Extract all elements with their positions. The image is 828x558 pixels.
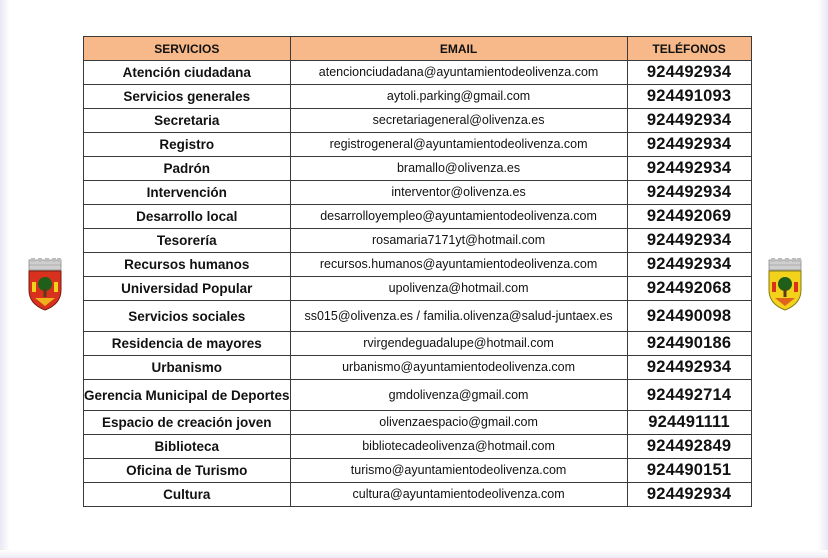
email-address: turismo@ayuntamientodeolivenza.com [290,459,627,483]
table-row [84,459,752,483]
phone-number: 924491111 [627,411,751,435]
phone-number: 924492069 [627,205,751,229]
email-address: rosamaria7171yt@hotmail.com [290,229,627,253]
phone-number: 924490186 [627,332,751,356]
email-address: cultura@ayuntamientodeolivenza.com [290,483,627,507]
phone-number: 924490151 [627,459,751,483]
email-address: atencionciudadana@ayuntamientodeolivenza.com [290,61,627,85]
table-row [84,332,752,356]
service-name: Tesorería [84,229,291,253]
service-name: Padrón [84,157,291,181]
phone-number: 924492934 [627,109,751,133]
table-row [84,356,752,380]
email-address: gmdolivenza@gmail.com [290,380,627,411]
service-name: Espacio de creación joven [84,411,291,435]
table-header-row [84,37,752,61]
table-row [84,301,752,332]
phone-number: 924492934 [627,253,751,277]
table-row [84,483,752,507]
column-header-email: EMAIL [290,37,627,61]
email-address: urbanismo@ayuntamientodeolivenza.com [290,356,627,380]
service-name: Urbanismo [84,356,291,380]
phone-number: 924492849 [627,435,751,459]
email-address: bibliotecadeolivenza@hotmail.com [290,435,627,459]
page-edge-right [818,0,828,558]
table-row [84,61,752,85]
phone-number: 924492934 [627,229,751,253]
table-row [84,109,752,133]
service-name: Cultura [84,483,291,507]
service-name: Recursos humanos [84,253,291,277]
contact-directory-table [83,36,752,507]
phone-number: 924492934 [627,356,751,380]
email-address: desarrolloyempleo@ayuntamientodeolivenza.com [290,205,627,229]
service-name: Universidad Popular [84,277,291,301]
table-row [84,277,752,301]
phone-number: 924492934 [627,157,751,181]
phone-number: 924492934 [627,181,751,205]
table-row [84,253,752,277]
service-name: Intervención [84,181,291,205]
email-address: recursos.humanos@ayuntamientodeolivenza.com [290,253,627,277]
table-row [84,133,752,157]
table-row [84,85,752,109]
service-name: Atención ciudadana [84,61,291,85]
phone-number: 924492714 [627,380,751,411]
email-address: ss015@olivenza.es / familia.olivenza@salud-juntaex.es [290,301,627,332]
page-edge-bottom [0,550,828,558]
phone-number: 924490098 [627,301,751,332]
page-edge-left [0,0,10,558]
email-address: interventor@olivenza.es [290,181,627,205]
service-name: Secretaria [84,109,291,133]
table-row [84,157,752,181]
phone-number: 924492934 [627,133,751,157]
phone-number: 924492934 [627,483,751,507]
phone-number: 924492934 [627,61,751,85]
table-row [84,229,752,253]
service-name: Servicios generales [84,85,291,109]
coat-of-arms-icon [763,258,807,312]
table-row [84,411,752,435]
table-row [84,205,752,229]
email-address: bramallo@olivenza.es [290,157,627,181]
email-address: registrogeneral@ayuntamientodeolivenza.com [290,133,627,157]
email-address: aytoli.parking@gmail.com [290,85,627,109]
service-name: Registro [84,133,291,157]
column-header-services: SERVICIOS [84,37,291,61]
table-row [84,435,752,459]
email-address: rvirgendeguadalupe@hotmail.com [290,332,627,356]
service-name: Oficina de Turismo [84,459,291,483]
email-address: olivenzaespacio@gmail.com [290,411,627,435]
service-name: Biblioteca [84,435,291,459]
service-name: Servicios sociales [84,301,291,332]
email-address: upolivenza@hotmail.com [290,277,627,301]
coat-of-arms-icon [23,258,67,312]
column-header-phones: TELÉFONOS [627,37,751,61]
phone-number: 924492068 [627,277,751,301]
service-name: Gerencia Municipal de Deportes [84,380,291,411]
table-row [84,380,752,411]
phone-number: 924491093 [627,85,751,109]
email-address: secretariageneral@olivenza.es [290,109,627,133]
table-row [84,181,752,205]
service-name: Desarrollo local [84,205,291,229]
service-name: Residencia de mayores [84,332,291,356]
